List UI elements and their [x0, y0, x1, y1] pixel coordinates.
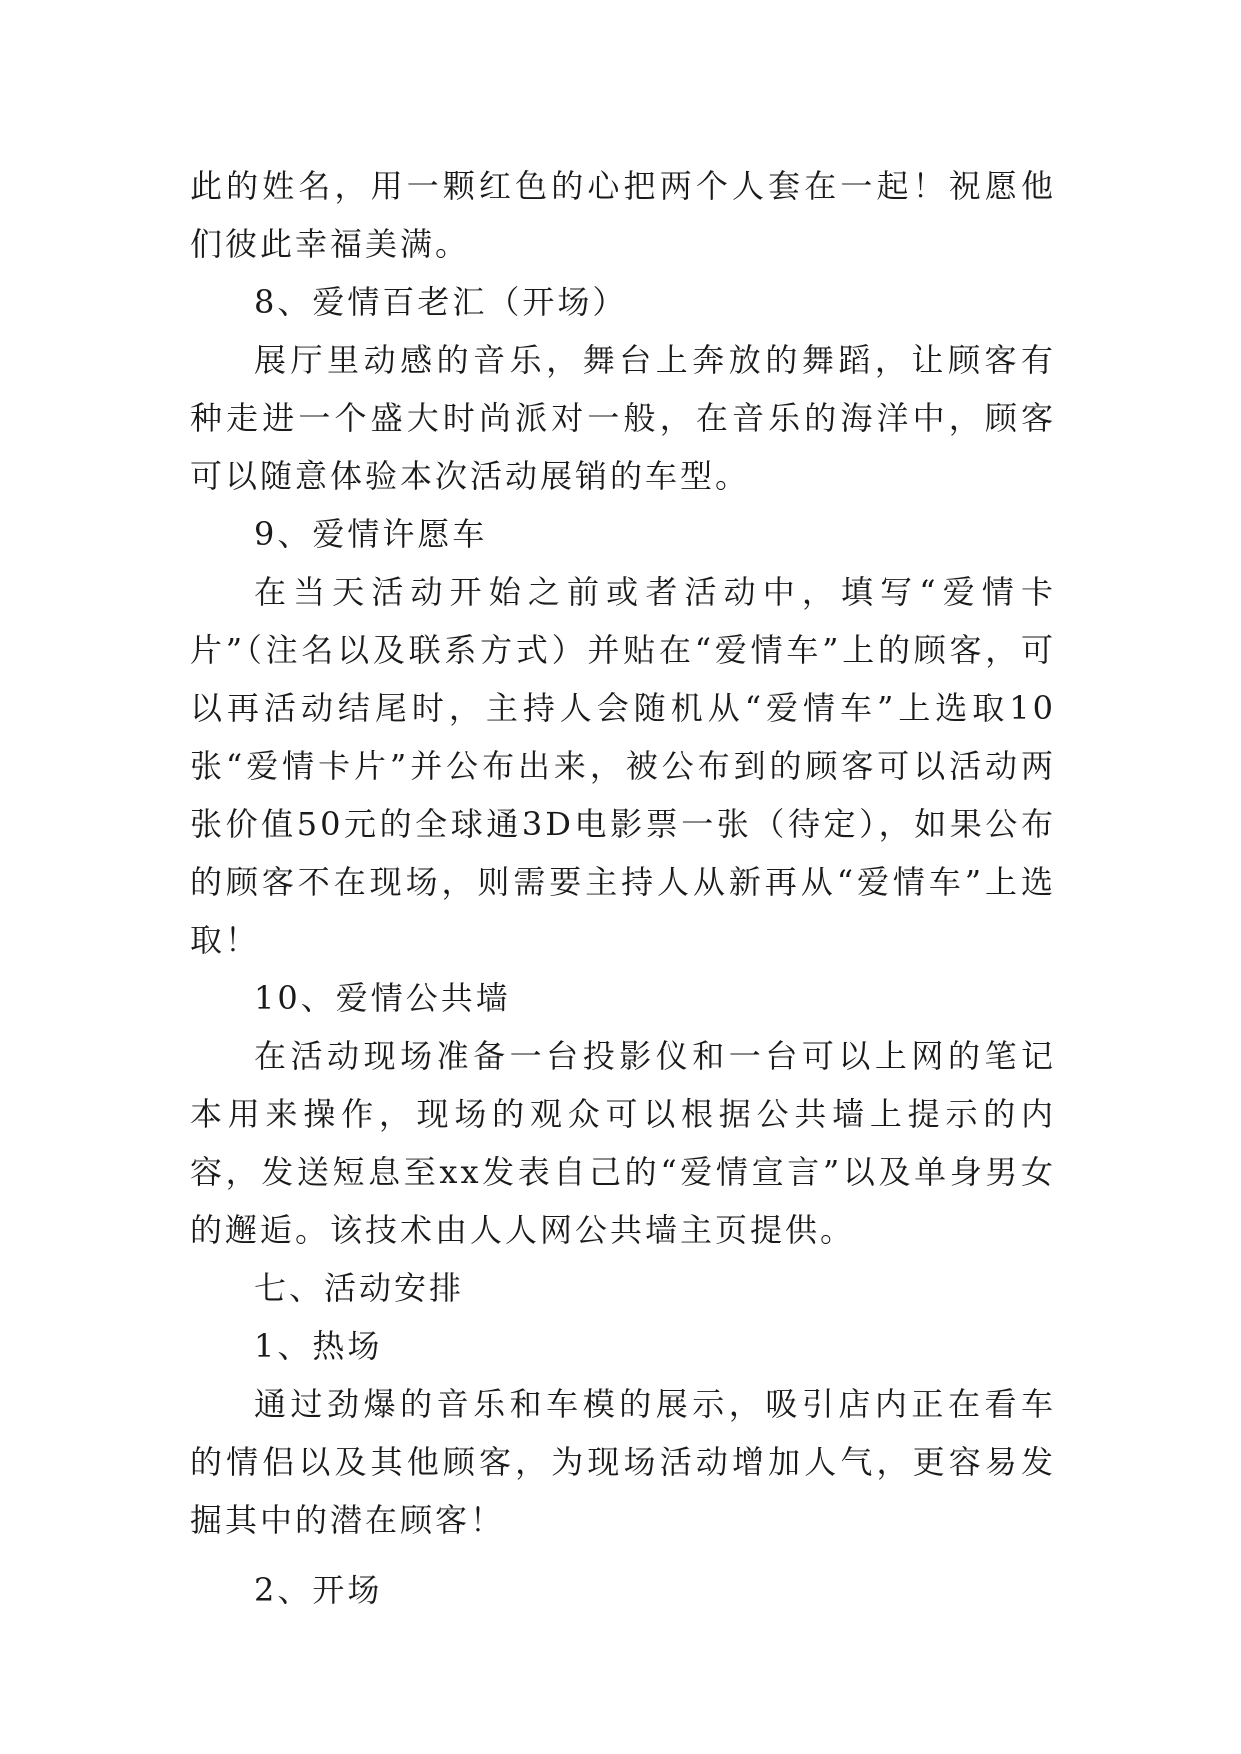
section-heading-7: 七、活动安排	[254, 1269, 465, 1307]
paragraph-continuation: 此的姓名，用一颗红色的心把两个人套在一起！祝愿他们彼此幸福美满。	[190, 167, 1056, 263]
heading-9: 9、爱情许愿车	[254, 515, 488, 553]
heading-warmup: 1、热场	[254, 1327, 383, 1365]
paragraph-9: 在当天活动开始之前或者活动中，填写“爱情卡片”（注名以及联系方式）并贴在“爱情车”上的顾客，可以再活动结尾时，主持人会随机从“爱情车”上选取10张“爱情卡片”并公布出来，被公布到的顾客可以活动两张价值50元的全球通3D电影票一张（待定），如果公布的顾客不在现场，则需要主持人从新再从“爱情车”上选取！	[190, 573, 1056, 959]
document-body	[190, 157, 1056, 1619]
heading-10: 10、爱情公共墙	[254, 979, 511, 1017]
paragraph-10: 在活动现场准备一台投影仪和一台可以上网的笔记本用来操作，现场的观众可以根据公共墙上提示的内容，发送短息至xx发表自己的“爱情宣言”以及单身男女的邂逅。该技术由人人网公共墙主页提供。	[190, 1037, 1056, 1249]
heading-8: 8、爱情百老汇（开场）	[254, 283, 628, 321]
paragraph-8: 展厅里动感的音乐，舞台上奔放的舞蹈，让顾客有种走进一个盛大时尚派对一般，在音乐的海洋中，顾客可以随意体验本次活动展销的车型。	[190, 341, 1056, 495]
heading-opening: 2、开场	[254, 1571, 383, 1609]
paragraph-warmup: 通过劲爆的音乐和车模的展示，吸引店内正在看车的情侣以及其他顾客，为现场活动增加人气，更容易发掘其中的潜在顾客！	[190, 1385, 1056, 1539]
